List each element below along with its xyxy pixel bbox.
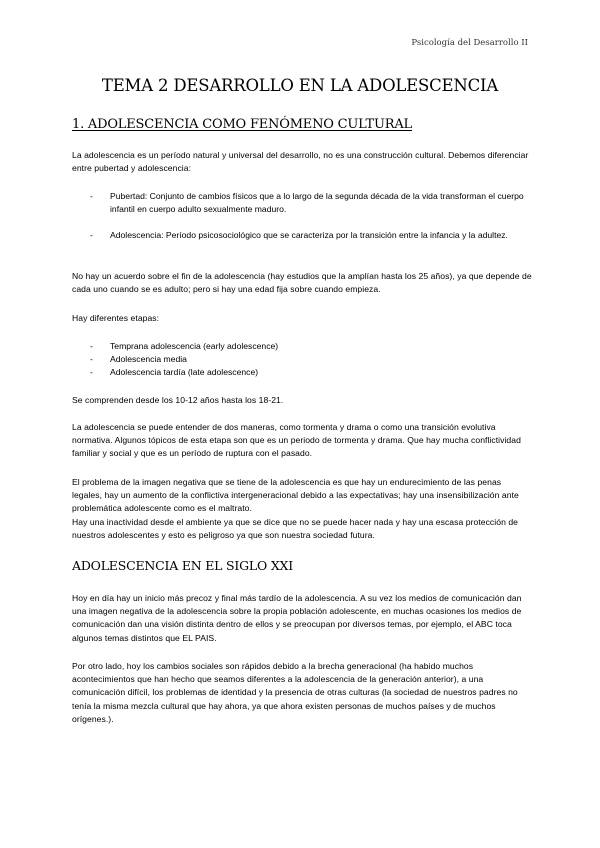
bullet-dash: - (90, 341, 93, 351)
running-header: Psicología del Desarrollo II (411, 38, 528, 48)
paragraph-age-range: Se comprenden desde los 10-12 años hasta los 18-21. (72, 395, 284, 405)
document-title: TEMA 2 DESARROLLO EN LA ADOLESCENCIA (101, 76, 499, 95)
paragraph-no-agreement: No hay un acuerdo sobre el fin de la adolescencia (hay estudios que la amplían hasta los 25 años), ya que depende de cada uno cuando se es adulto; pero si hay una edad fija sobre cuando empieza. (72, 271, 532, 295)
paragraph-negative-image: El problema de la imagen negativa que se tiene de la adolescencia es que hay un endurecimiento de las penas legales, hay un aumento de la conflictiva intergeneracional debido a las expectativas; hay una insensibilización ante problemática adolescente como es el maltrato. (72, 477, 519, 514)
list-item (72, 366, 532, 379)
list-item (72, 353, 532, 366)
list-item (72, 190, 532, 216)
definition-adolescencia: Adolescencia: Período psicosociológico que se caracteriza por la transición entre la infancia y la adultez. (110, 230, 508, 241)
paragraph-intro: La adolescencia es un período natural y universal del desarrollo, no es una construcción cultural. Debemos diferenciar entre pubertad y adolescencia: (72, 150, 529, 174)
paragraph-stages-intro: Hay diferentes etapas: (72, 313, 160, 323)
list-item (72, 340, 532, 353)
stages-list (72, 340, 532, 380)
bullet-dash: - (90, 191, 93, 201)
list-item (72, 229, 532, 242)
paragraph-siglo-1: Hoy en día hay un inicio más precoz y final más tardío de la adolescencia. A su vez los medios de comunicación dan una imagen negativa de la adolescencia sobre la propia población adolescente, en muchas ocasiones los medios de comunicación dan una visión distinta dentro de ellos y se preocupan por diversos temas, por ejemplo, el ABC toca algunos temas distintos que EL PAIS. (72, 593, 522, 643)
bullet-dash: - (90, 354, 93, 365)
stage-early: Temprana adolescencia (early adolescence) (110, 341, 279, 351)
section-heading-siglo-xxi: ADOLESCENCIA EN EL SIGLO XXI (72, 558, 293, 573)
stage-late: Adolescencia tardía (late adolescence) (110, 367, 259, 378)
bullet-dash: - (90, 230, 93, 241)
paragraph-inactivity: Hay una inactividad desde el ambiente ya que se dice que no se puede hacer nada y hay una escasa protección de nuestros adolescentes y esto es peligroso ya que son nuestra sociedad futura. (72, 517, 518, 541)
stage-middle: Adolescencia media (110, 354, 187, 365)
bullet-dash: - (90, 367, 93, 378)
definition-pubertad: Pubertad: Conjunto de cambios físicos que a lo largo de la segunda década de la vida transforman el cuerpo infantil en cuerpo adulto sexualmente maduro. (110, 191, 524, 215)
definitions-list (72, 190, 532, 243)
paragraph-siglo-2: Por otro lado, hoy los cambios sociales son rápidos debido a la brecha generacional (ha habido muchos acontecimientos que han hecho que seamos diferentes a la adolescencia de la generación anterior), a una comunicación difícil, los problemas de identidad y la presencia de otras culturas (la sociedad de nuestros padres no tenía la misma mezcla cultural que hay ahora, ya que ahora existen personas de muchos países y de muchos orígenes.). (72, 661, 518, 724)
paragraph-two-ways: La adolescencia se puede entender de dos maneras, como tormenta y drama o como una transición evolutiva normativa. Algunos tópicos de esta etapa son que es un periodo de tormenta y drama. Que hay mucha conflictividad familiar y social y que es un período de ruptura con el pasado. (72, 422, 521, 459)
section-heading-cultural: 1. ADOLESCENCIA COMO FENÓMENO CULTURAL (72, 117, 412, 132)
